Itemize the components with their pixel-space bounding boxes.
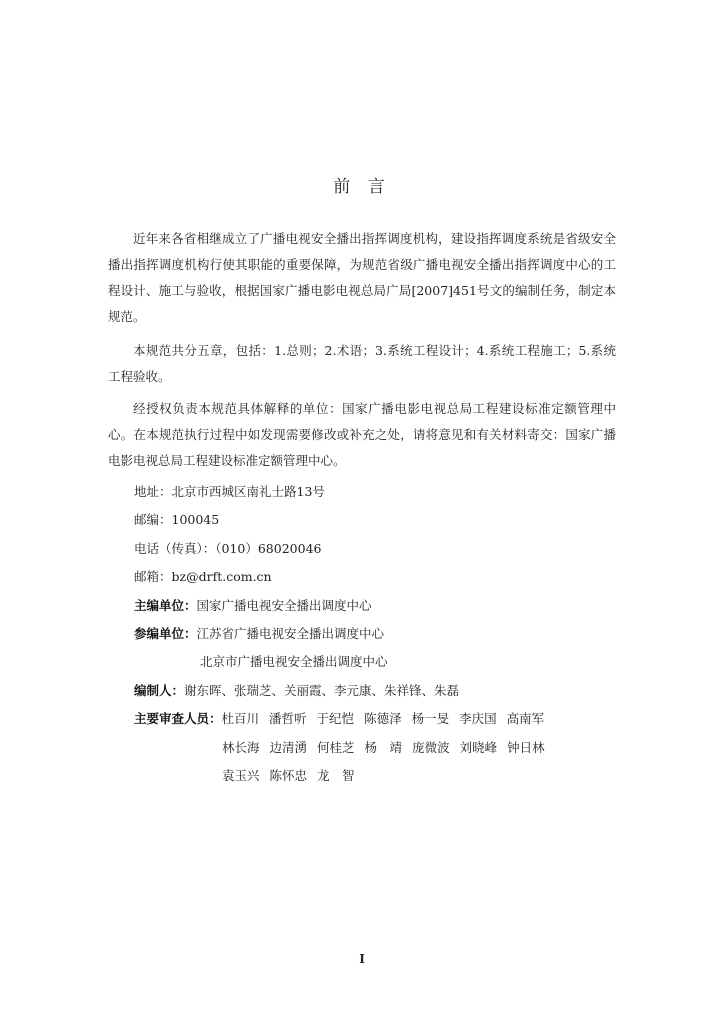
page-number: I	[359, 952, 365, 966]
reviewers-line-2	[222, 738, 555, 758]
reviewer-name: 陈怀忠	[269, 768, 308, 783]
reviewer-name: 潘哲听	[269, 711, 307, 726]
reviewer-name: 陈德泽	[364, 711, 402, 726]
chief-unit-line	[134, 596, 372, 616]
reviewer-name: 庞微波	[412, 740, 450, 755]
reviewer-name: 杨一旻	[411, 711, 450, 726]
reviewer-name: 刘晓峰	[459, 740, 498, 755]
reviewer-name: 龙 智	[317, 768, 355, 783]
co-unit-line	[134, 624, 384, 644]
reviewer-name: 杜百川	[221, 711, 260, 726]
reviewers-line-1	[134, 709, 554, 729]
co-unit-label: 参编单位：	[134, 626, 197, 641]
reviewer-name: 李庆国	[459, 711, 497, 726]
paragraph-intro: 近年来各省相继成立了广播电视安全播出指挥调度机构，建设指挥调度系统是省级安全播出指挥调度机构行使其职能的重要保障，为规范省级广播电视安全播出指挥调度中心的工程设计、施工与验收，根据国家广播电影电视总局广局[2007]451号文的编制任务，制定本规范。	[108, 231, 616, 324]
reviewer-name: 杨 靖	[364, 740, 403, 755]
co-unit-line-2	[200, 652, 388, 672]
page-title: 前 言	[333, 177, 391, 197]
contact-phone: 电话（传真）：（010）68020046	[134, 541, 322, 556]
chief-unit-label: 主编单位：	[134, 598, 197, 613]
reviewer-name: 边清湧	[269, 740, 308, 755]
co-unit-value-1: 江苏省广播电视安全播出调度中心	[196, 626, 385, 641]
contact-zip: 邮编：100045	[134, 512, 220, 527]
editors-label: 编制人：	[134, 683, 185, 698]
reviewer-name: 何桂芝	[317, 740, 355, 755]
reviewer-name: 袁玉兴	[222, 768, 260, 783]
reviewer-name: 钟日林	[507, 740, 545, 755]
reviewer-name: 高南军	[506, 711, 545, 726]
editors-value: 谢东晖、张瑞芝、关丽霞、李元康、朱祥锋、朱磊	[184, 683, 460, 698]
reviewers-label: 主要审查人员：	[134, 711, 222, 726]
editors-line	[134, 681, 459, 701]
contact-email: 邮箱：bz@drft.com.cn	[134, 569, 272, 584]
reviewer-name: 林长海	[222, 740, 260, 755]
reviewer-name: 于纪恺	[316, 711, 355, 726]
paragraph-chapters: 本规范共分五章，包括：1.总则；2.术语；3.系统工程设计；4.系统工程施工；5.系统工程验收。	[108, 343, 616, 384]
reviewers-line-3	[222, 766, 365, 786]
co-unit-value-2: 北京市广播电视安全播出调度中心	[200, 654, 388, 669]
paragraph-authority: 经授权负责本规范具体解释的单位：国家广播电影电视总局工程建设标准定额管理中心。在本规范执行过程中如发现需要修改或补充之处，请将意见和有关材料寄交：国家广播电影电视总局工程建设标准定额管理中心。	[108, 401, 616, 468]
contact-address: 地址：北京市西城区南礼士路13号	[134, 484, 325, 499]
chief-unit-value: 国家广播电视安全播出调度中心	[196, 598, 372, 613]
